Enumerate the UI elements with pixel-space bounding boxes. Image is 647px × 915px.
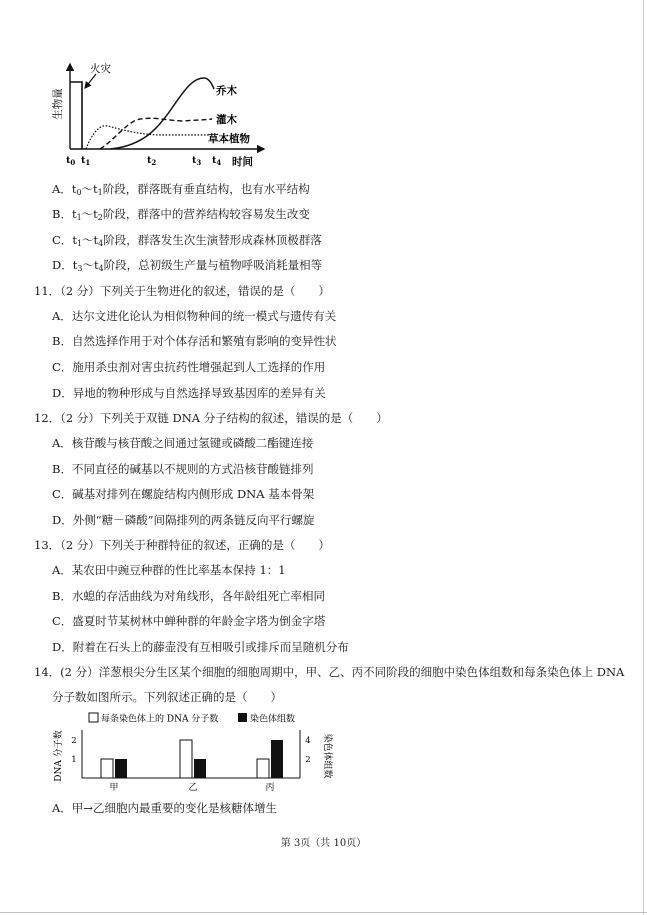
legend-dna-label: 每条染色体上的 DNA 分子数: [101, 714, 219, 725]
bar-jia-dna: [101, 759, 113, 778]
q12-option-d: D．外侧“糖－磷酸”间隔排列的两条链反向平行螺旋: [52, 513, 315, 527]
bar-yi-dna: [180, 740, 192, 778]
bar-bing-chrom: [271, 740, 283, 778]
tick-t3: $t_3$: [192, 155, 202, 167]
q11-option-a: A．达尔文进化论认为相似物种间的统一模式与遗传有关: [52, 309, 337, 323]
succession-chart: [52, 58, 272, 170]
q14-stem-line1: 14．(2 分）洋葱根尖分生区某个细胞的细胞周期中，甲、乙、丙不同阶段的细胞中染色体组数和每条染色体上 DNA: [34, 665, 625, 679]
series-herb-line: [86, 126, 210, 149]
q13-option-b: B．水螅的存活曲线为对角线形，各年龄组死亡率相同: [52, 589, 325, 603]
left-axis-label: DNA 分子数: [54, 730, 64, 782]
page-footer: 第 3页（共 10页）: [280, 838, 367, 849]
q11-option-c: C．施用杀虫剂对害虫抗药性增强起到人工选择的作用: [52, 360, 326, 374]
q12-option-c: C．碱基对排列在螺旋结构内侧形成 DNA 基本骨架: [52, 487, 315, 501]
tick-t4: $t_4$: [212, 155, 222, 167]
legend-tree-label: 乔木: [216, 85, 237, 97]
legend-shrub-label: 灌木: [216, 114, 237, 126]
x-axis-label: 时间: [232, 156, 253, 168]
q13-option-d: D．附着在石头上的藤壶没有互相吸引或排斥而呈随机分布: [52, 640, 349, 654]
tick-t1: $t_1$: [81, 155, 91, 167]
q14-option-a: A．甲→乙细胞内最重要的变化是核糖体增生: [52, 801, 277, 815]
bar-yi-chrom: [194, 759, 206, 778]
fire-label: 火灾: [90, 63, 111, 75]
pre-fire-biomass: [70, 82, 82, 149]
q10-option-c: C．$t_1\sim t_4$阶段，群落发生次生演替形成森林顶极群落: [52, 233, 322, 248]
right-tick-label-2: 2: [305, 755, 311, 765]
q13-option-c: C．盛夏时节某树林中蝉种群的年龄金字塔为倒金字塔: [52, 614, 326, 628]
left-tick-label-1: 1: [71, 755, 77, 765]
page-bottom-edge: [0, 912, 647, 913]
page-right-edge: [643, 0, 644, 915]
q10-option-b: B．$t_1\sim t_2$阶段，群落中的营养结构较容易发生改变: [52, 207, 310, 222]
q13-option-a: A．某农田中豌豆种群的性比率基本保持 1：1: [52, 563, 286, 577]
q14-stem-line2: 分子数如图所示。下列叙述正确的是（ ）: [52, 690, 282, 704]
q11-stem: 11．（2 分）下列关于生物进化的叙述，错误的是（ ）: [34, 284, 330, 298]
tick-t2: $t_2$: [147, 155, 157, 167]
legend-chrom-swatch: [238, 713, 247, 722]
category-label-yi: 乙: [188, 783, 198, 793]
category-label-jia: 甲: [109, 783, 119, 793]
legend-herb-label: 草本植物: [208, 133, 250, 145]
bar-jia-chrom: [115, 759, 127, 778]
q11-option-d: D．异地的物种形成与自然选择导致基因库的差异有关: [52, 386, 326, 400]
q12-stem: 12．（2 分）下列关于双链 DNA 分子结构的叙述，错误的是（ ）: [34, 411, 388, 425]
cell-cycle-bar-chart: [52, 710, 352, 796]
right-axis-label: 染色体组数: [322, 733, 332, 779]
category-label-bing: 丙: [265, 783, 275, 793]
y-axis-label: 生物量: [52, 88, 64, 120]
bar-bing-dna: [257, 759, 269, 778]
legend-dna-swatch: [89, 713, 98, 722]
q10-option-d: D．$t_3\sim t_4$阶段，总初级生产量与植物呼吸消耗量相等: [52, 258, 323, 273]
legend-chrom-label: 染色体组数: [250, 714, 296, 725]
left-tick-label-2: 2: [71, 736, 77, 746]
q13-stem: 13．（2 分）下列关于种群特征的叙述，正确的是（ ）: [34, 538, 330, 552]
fire-arrow: [85, 74, 96, 88]
q10-option-a: A．$t_0\sim t_1$阶段，群落既有垂直结构，也有水平结构: [52, 182, 310, 197]
series-tree-line: [110, 78, 214, 149]
q12-option-b: B．不同直径的碱基以不规则的方式沿核苷酸链排列: [52, 462, 314, 476]
q12-option-a: A．核苷酸与核苷酸之间通过氢键或磷酸二酯键连接: [52, 436, 314, 450]
q11-option-b: B．自然选择作用于对个体存活和繁殖有影响的变异性状: [52, 334, 337, 348]
tick-t0: $t_0$: [66, 155, 76, 167]
right-tick-label-4: 4: [305, 736, 311, 746]
series-shrub-line: [100, 118, 212, 149]
